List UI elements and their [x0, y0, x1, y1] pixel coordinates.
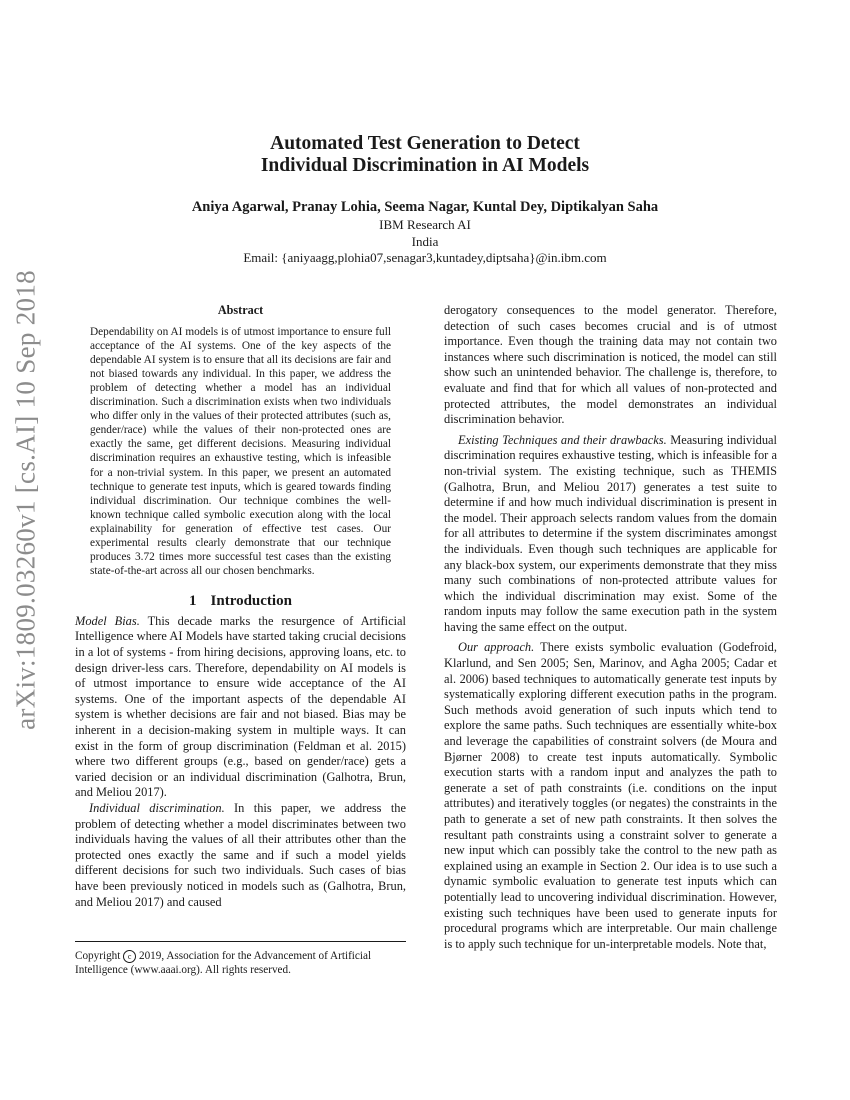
paragraph-existing-techniques [444, 433, 777, 636]
copyright-symbol: c [123, 950, 136, 963]
copyright-footnote [75, 941, 406, 977]
authors: Aniya Agarwal, Pranay Lohia, Seema Nagar, Kuntal Dey, Diptikalyan Saha [191, 199, 659, 215]
affiliation-email: Email: {aniyaagg,plohia07,senagar3,kuntadey,diptsaha}@in.ibm.com [243, 250, 607, 265]
paragraph-lead: Model Bias. [75, 613, 140, 628]
paragraph-individual-discrimination [75, 801, 406, 910]
affiliation-org: IBM Research AI [379, 217, 471, 232]
arxiv-id: arXiv:1809.03260v1 [cs.AI] 10 Sep 2018 [10, 270, 41, 730]
copyright-text: 2019, Association for the Advancement of Artificial Intelligence (www.aaai.org). All rights reserved. [75, 950, 372, 976]
abstract-heading: Abstract [217, 303, 264, 317]
paragraph-body: Measuring individual discrimination requires exhaustive testing, which is infeasible for a non-trivial system. The existing technique, such as THEMIS (Galhotra, Brun, and Meliou 2017) generates a test suite to determine if and how much individual discrimination is present in the model. Their approach selects random values from the domain for all attributes to determine if the system discriminates amongst the individuals. Even though such techniques are applicable for any black-box system, our experiments demonstrate that they miss many such combinations of non-protected attribute values for which the individual discrimination may exist. Some of the random inputs may follow the same execution path in the system having the same effect on the output. [444, 432, 777, 634]
paragraph-body: This decade marks the resurgence of Artificial Intelligence where AI Models have started taking crucial decisions in a lot of systems - from hiring decisions, approving loans, etc. to design driver-less cars. Therefore, dependability on AI models is of utmost importance to ensure wide acceptance of the AI systems. One of the important aspects of the dependable AI system is whether decisions are fair and not biased. Bias may be inherent in a decision-making system in multiple ways. It can exist in the form of group discrimination (Feldman et al. 2015) where two different groups (e.g., based on gender/race) gets a varied decision or an individual discrimination (Galhotra, Brun, and Meliou 2017). [75, 613, 406, 800]
left-column [75, 303, 406, 910]
section-title: Introduction [210, 593, 292, 610]
paragraph-body: There exists symbolic evaluation (Godefroid, Klarlund, and Sen 2005; Sen, Marinov, and Agha 2005; Cadar et al. 2006) based techniques to automatically generate test inputs by systematically exploring different execution paths in the program. Such methods avoid generation of such inputs which tend to explore the same paths. Such techniques are essentially white-box and leverage the capabilities of constraint solvers (de Moura and Bjørner 2008) to create test inputs automatically. Symbolic execution starts with a random input and analyzes the path to generate a set of path constraints (i.e. conditions on the input attributes) and iteratively toggles (or negates) the constraints in the path to generate a set of new path constraints. It then solves the resultant path constraints using a constraint solver to generate a new input which can possibly take the control to the new path as explained using an example in Section 2. Our idea is to use such a dynamic symbolic evaluation to generate test inputs which can potentially lead to uncovering individual discrimination. However, existing such techniques have been used to generate inputs for procedural programs which are interpretable. Our main challenge is to apply such technique for un-interpretable models. Note that, [444, 640, 777, 951]
affiliation [0, 217, 850, 267]
paragraph-our-approach [444, 640, 777, 952]
paper-title [0, 133, 850, 177]
title-line-1: Automated Test Generation to Detect [270, 133, 580, 154]
arxiv-stamp [6, 270, 46, 730]
paragraph-lead: Individual discrimination. [89, 801, 225, 815]
affiliation-country: India [411, 233, 439, 249]
title-line-2: Individual Discrimination in AI Models [260, 155, 590, 176]
abstract-text: Dependability on AI models is of utmost importance to ensure full acceptance of the AI systems. One of the key aspects of the dependable AI system is to ensure that all its decisions are fair and not biased towards any individual. In this paper, we address the problem of detecting whether a model has an individual discrimination. Such a discrimination exists when two individuals who differ only in the values of their protected attributes (such as, gender/race) while the values of their non-protected ones are exactly the same, get different decisions. Measuring individual discrimination requires an exhaustive testing, which is infeasible for a non-trivial system. In this paper, we present an automated technique to generate test inputs, which is geared towards finding individual discrimination. Our technique combines the well-known technique called symbolic execution along with the local explainability for generation of effective test cases. Our experimental results clearly demonstrate that our technique produces 3.72 times more successful test cases than the existing state-of-the-art across all our chosen benchmarks. [90, 325, 391, 578]
paragraph-continuation: derogatory consequences to the model generator. Therefore, detection of such cases becomes crucial and is of utmost importance. Even though the training data may not contain two instances where such discrimination is noticed, the model can still show such an unintended behavior. The challenge is, therefore, to evaluate and find that for which all values of non-protected and protected attributes, the model demonstrates an individual discrimination behavior. [444, 303, 777, 427]
paragraph-body: In this paper, we address the problem of detecting whether a model discriminates between two individuals having the values of all their attributes other than the protected ones exactly the same and if such a model yields different decisions for such two individuals. Such cases of bias have been previously noticed in models such as (Galhotra, Brun, and Meliou 2017) and caused [75, 801, 407, 909]
right-column [444, 303, 777, 952]
section-number: 1 [189, 593, 197, 610]
copyright-label: Copyright [75, 950, 124, 962]
paragraph-model-bias [75, 614, 406, 801]
paragraph-lead: Existing Techniques and their drawbacks. [458, 432, 667, 447]
section-heading-introduction [75, 594, 406, 610]
paragraph-lead: Our approach. [458, 640, 535, 655]
